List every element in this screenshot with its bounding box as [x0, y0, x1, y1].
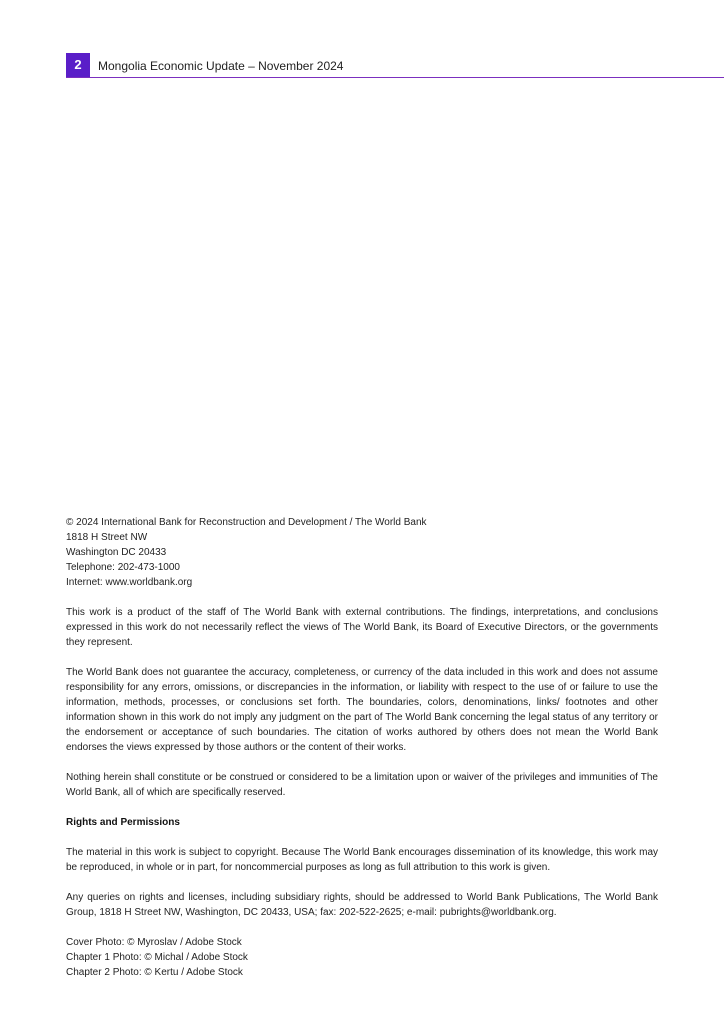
rights-heading: Rights and Permissions — [66, 817, 180, 828]
cover-photo-credit: Cover Photo: © Myroslav / Adobe Stock — [66, 937, 242, 948]
telephone: Telephone: 202-473-1000 — [66, 562, 180, 573]
rights-paragraph-1: The material in this work is subject to copyright. Because The World Bank encourages dissemination of its knowledge, this work may be reproduced, in whole or in part, for noncommercial purposes as long as full attribution to this work is given. — [66, 847, 658, 873]
copyright-line: © 2024 International Bank for Reconstruction and Development / The World Bank — [66, 517, 427, 528]
internet-link[interactable]: Internet: www.worldbank.org — [66, 577, 193, 588]
page-number: 2 — [66, 53, 90, 77]
city-address: Washington DC 20433 — [66, 547, 167, 558]
street-address: 1818 H Street NW — [66, 532, 148, 543]
chapter1-photo-credit: Chapter 1 Photo: © Michal / Adobe Stock — [66, 952, 248, 963]
rights-paragraph-2: Any queries on rights and licenses, including subsidiary rights, should be addressed to World Bank Publications, The World Bank Group, 1818 H Street NW, Washington, DC 20433, USA; fax: 202-522-2625; e-mail: pubrights@worldbank.org. — [66, 892, 658, 918]
disclaimer-paragraph-2: The World Bank does not guarantee the accuracy, completeness, or currency of the data included in this work and does not assume responsibility for any errors, omissions, or discrepancies in the information, or liability with respect to the use of or failure to use the information, methods, processes, or conclusions set forth. The boundaries, colors, denominations, links/ footnotes and other information shown in this work do not imply any judgment on the part of The World Bank concerning the legal status of any territory or the endorsement or acceptance of such boundaries. The citation of works authored by others does not mean the World Bank endorses the views expressed by those authors or the content of their works. — [66, 667, 658, 753]
page-header — [66, 53, 724, 78]
address-block — [66, 515, 658, 590]
chapter2-photo-credit: Chapter 2 Photo: © Kertu / Adobe Stock — [66, 967, 243, 978]
copyright-page-body — [66, 515, 658, 995]
disclaimer-paragraph-3: Nothing herein shall constitute or be construed or considered to be a limitation upon or waiver of the privileges and immunities of The World Bank, all of which are specifically reserved. — [66, 772, 658, 798]
disclaimer-paragraph-1: This work is a product of the staff of The World Bank with external contributions. The findings, interpretations, and conclusions expressed in this work do not necessarily reflect the views of The World Bank, its Board of Executive Directors, or the governments they represent. — [66, 607, 658, 648]
running-title: Mongolia Economic Update – November 2024 — [98, 59, 344, 73]
photo-credits — [66, 935, 658, 980]
